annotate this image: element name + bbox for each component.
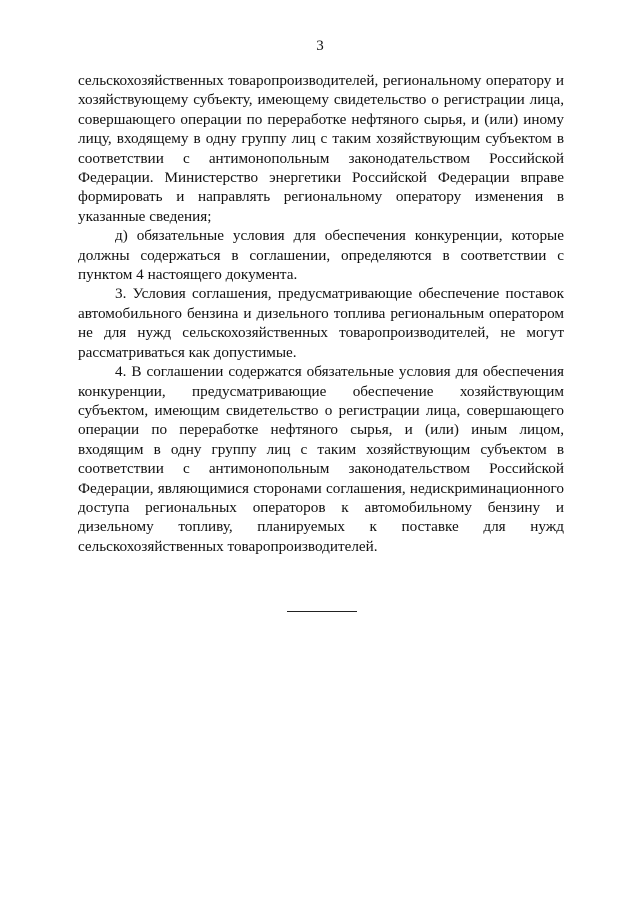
paragraph-clause-4: 4. В соглашении содержатся обязательные условия для обеспечения конкуренции, предусматривающие обеспечение хозяйствующим субъектом, имеющим свидетельство о регистрации лица, совершающего операции по переработке нефтяного сырья, и (или) иным лицом, входящим в одну группу лиц с таким хозяйствующим субъектом в соответствии с антимонопольным законодательством Российской Федерации, являющимися сторонами соглашения, недискриминационного доступа региональных операторов к автомобильному бензину и дизельному топливу, планируемых к поставке для нужд сельскохозяйственных товаропроизводителей.	[78, 363, 564, 555]
paragraph-continuation: сельскохозяйственных товаропроизводителей, региональному оператору и хозяйствующему субъекту, имеющему свидетельство о регистрации лица, совершающего операции по переработке нефтяного сырья, и (или) иному лицу, входящему в одну группу лиц с таким хозяйствующим субъектом в соответствии с антимонопольным законодательством Российской Федерации. Министерство энергетики Российской Федерации вправе формировать и направлять региональному оператору изменения в указанные сведения;	[78, 72, 564, 225]
paragraph-clause-3: 3. Условия соглашения, предусматривающие обеспечение поставок автомобильного бензина и дизельного топлива региональным оператором не для нужд сельскохозяйственных товаропроизводителей, не могут рассматриваться как допустимые.	[78, 285, 564, 361]
paragraph-item-d: д) обязательные условия для обеспечения конкуренции, которые должны содержаться в соглашении, определяются в соответствии с пунктом 4 настоящего документа.	[78, 227, 564, 284]
document-body	[78, 71, 564, 556]
end-of-document-divider	[287, 611, 357, 612]
page-number: 3	[316, 38, 324, 54]
